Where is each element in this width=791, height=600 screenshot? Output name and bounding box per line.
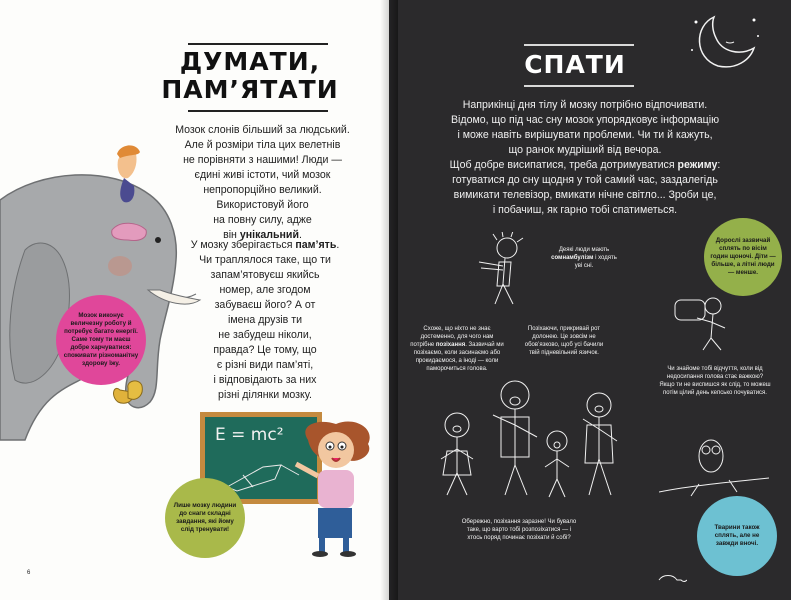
- text-span: Щоб добре висипатися, треба дотримуватися: [449, 159, 678, 171]
- para1-line: Але й розміри тіла цих велетнів: [184, 139, 341, 151]
- text-span: . Зазвичай ми позіхаємо, коли засинаємо або прокидаємося, а іноді — коли паморочиться голова.: [413, 342, 504, 372]
- para2-line: є різні види пам’яті,: [216, 359, 314, 371]
- keyword-memory: пам’ять: [295, 239, 337, 251]
- title-rule-top: [524, 44, 634, 46]
- keyword-routine: режиму: [677, 159, 718, 171]
- intro-paragraph: [150, 123, 375, 243]
- board-formula: E = mc²: [215, 425, 284, 445]
- animals-sleep-bubble: [697, 496, 777, 576]
- contagious-yawn-note: Обережно, позіхання заразне! Чи бувало таке, що варто тобі розпозіхатися — і хтось поряд починає позіхати й собі?: [461, 519, 577, 541]
- bubble-text: Лише мозку людини до снаги складні завдання, які йому слід тренувати!: [173, 502, 237, 533]
- para2-line: і відповідають за них: [213, 374, 317, 386]
- para1-line: непропорційно великий.: [203, 184, 322, 196]
- para-line: готуватися до сну щодня у той самий час, заздалегідь: [452, 174, 718, 186]
- yawning-family-drawing: [429, 355, 649, 505]
- text-span: .: [336, 239, 340, 251]
- page-title-left: [150, 48, 350, 104]
- para2-line: правда? Це тому, що: [213, 344, 317, 356]
- title-line-2: ПАМ’ЯТАТИ: [161, 75, 339, 104]
- boy-illustration: [288, 420, 388, 560]
- para-line: і може навіть вирішувати проблеми. Чи ти й кажуть,: [457, 129, 713, 141]
- bubble-text: Дорослі зазвичай сплять по вісім годин щоночі. Діти — більше, а літні люди — менше.: [710, 237, 776, 276]
- moon-icon: [684, 12, 764, 72]
- bubble-text: Тварини також сплять, але не завжди вночі.: [714, 524, 760, 547]
- text-span: Деякі люди мають: [558, 247, 610, 253]
- title-rule-top: [188, 43, 328, 45]
- text-span: :: [717, 159, 721, 171]
- text-span: Схоже, що ніхто не знає достеменно, для чого нам потрібне: [410, 326, 494, 348]
- text-span: .: [298, 229, 302, 241]
- para-line: вимикати телевізор, вмикати нічне світло... Зроби це,: [453, 189, 717, 201]
- para2-line: Чи траплялося таке, що ти: [199, 254, 331, 266]
- para2-line: не забудеш ніколи,: [218, 329, 312, 341]
- para-line: Відомо, що під час сну мозок упорядковує інформацію: [450, 114, 720, 126]
- mouse-drawing: [657, 570, 687, 586]
- para1-line: Використовуй його: [216, 199, 309, 211]
- title-line-1: ДУМАТИ,: [179, 47, 321, 76]
- sleepwalk-note: [549, 246, 619, 270]
- bubble-text: Мозок виконує величезну роботу й потребує багато енергії. Саме тому ти маєш добре харчуватися: споживати різноманітну здорову їжу.: [63, 312, 139, 367]
- page-title-right: СПАТИ: [524, 50, 626, 79]
- para1-line: не порівняти з нашими! Люди —: [183, 154, 342, 166]
- training-bubble: [165, 478, 245, 558]
- para-line: і побачиш, як гарно тобі спатиметься.: [492, 204, 678, 216]
- title-rule-bottom: [524, 85, 634, 87]
- cover-mouth-note: Позіхаючи, прикривай рот долонею. Це зовсім не обов’язково, щоб усі бачили твій підневільний язичок.: [524, 326, 604, 356]
- keyword-unique: унікальний: [239, 229, 299, 241]
- text-span: У мозку зберігається: [190, 239, 296, 251]
- memory-paragraph: [170, 238, 360, 403]
- para2-line: імена друзів ти: [227, 314, 303, 326]
- keyword-sleepwalking: сомнамбулізм: [551, 255, 594, 261]
- para1-line: єдині живі істоти, чий мозок: [194, 169, 331, 181]
- keyword-yawning: позіхання: [435, 342, 466, 348]
- book-spine-shadow: [380, 0, 398, 600]
- left-page: [0, 0, 389, 600]
- sleep-paragraph: [399, 98, 771, 218]
- para2-line: номер, але згодом: [219, 284, 311, 296]
- para2-line: [170, 238, 360, 253]
- para-line: Наприкінці дня тілу й мозку потрібно відпочивати.: [462, 99, 708, 111]
- page-number: 6: [27, 570, 31, 576]
- para1-line: Мозок слонів більший за людський.: [175, 124, 350, 136]
- para2-line: запам’ятовуєш якийсь: [210, 269, 320, 281]
- adult-sleep-bubble: [704, 218, 782, 296]
- para2-line: різні ділянки мозку.: [218, 389, 312, 401]
- right-page: [389, 0, 791, 600]
- para-line: [399, 158, 771, 173]
- text-span: і ходять уві сні.: [574, 255, 617, 269]
- title-rule-bottom: [188, 110, 328, 112]
- para-line: що ранок мудріший від вечора.: [508, 144, 662, 156]
- girl-pillow-drawing: [669, 292, 739, 352]
- text-span: він: [223, 229, 240, 241]
- sleep-deprivation-note: Чи знайоме тобі відчуття, коли від недосипання голова стає важкою? Якщо ти не виспишся як слід, то можеш потім цілий день кепсько почуватися.: [659, 366, 771, 396]
- sleepwalker-drawing: [469, 232, 549, 312]
- para2-line: забуваєш його? А от: [214, 299, 316, 311]
- para1-line: на повну силу, адже: [213, 214, 312, 226]
- energy-bubble: [56, 295, 146, 385]
